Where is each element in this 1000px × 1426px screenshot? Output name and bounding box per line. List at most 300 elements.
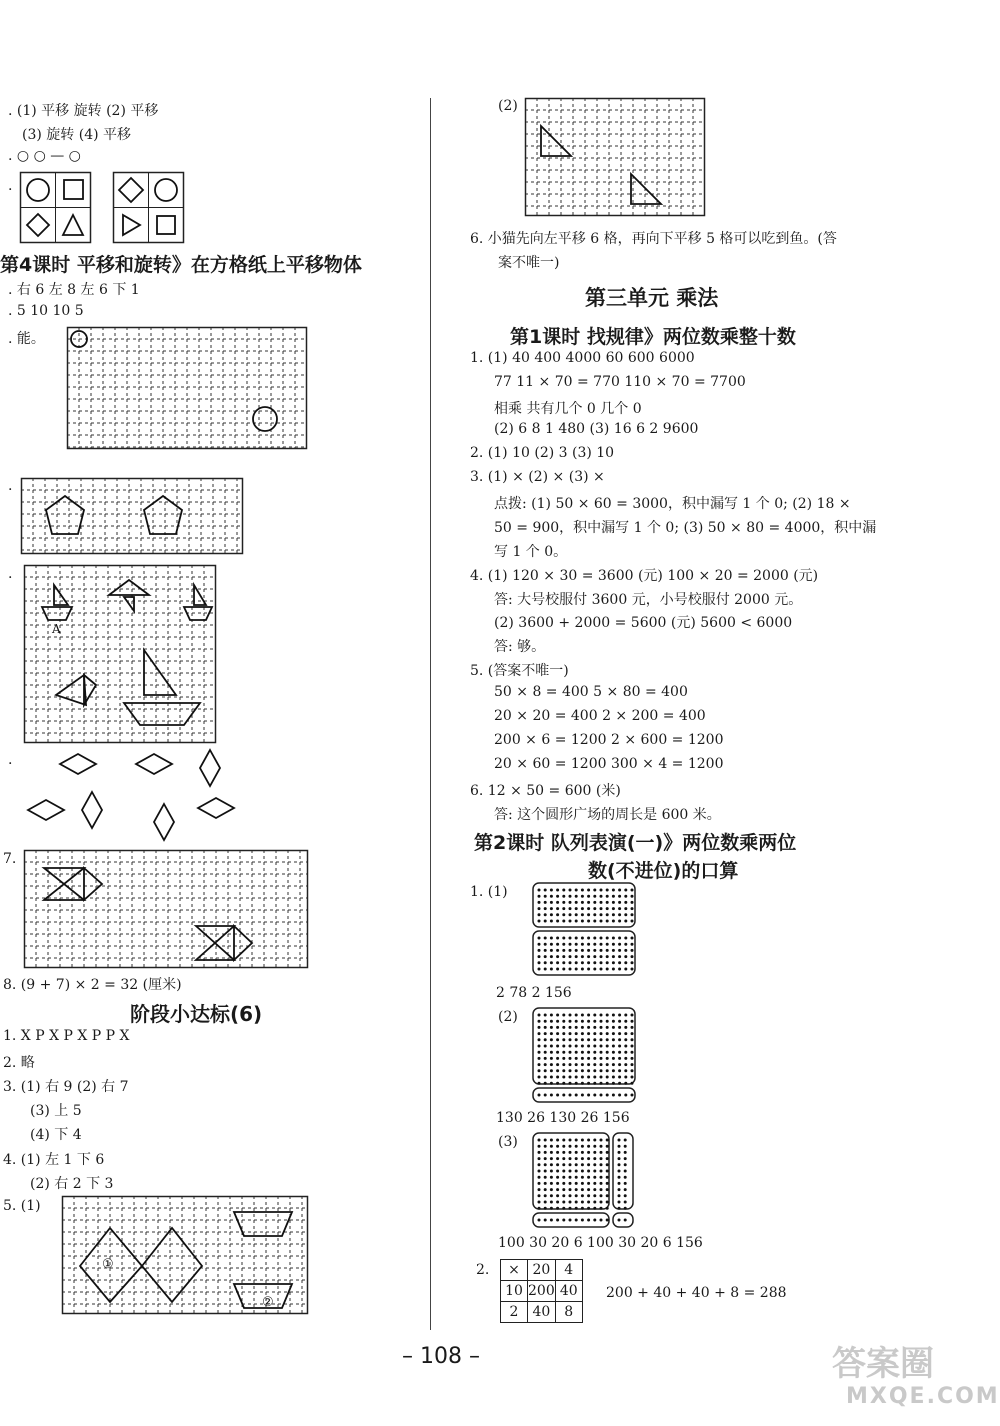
dot xyxy=(575,901,578,904)
dot xyxy=(544,937,547,940)
dot xyxy=(575,955,578,958)
dot xyxy=(600,1063,603,1066)
dot xyxy=(569,943,572,946)
dot xyxy=(538,968,541,971)
dot xyxy=(587,913,590,916)
dot xyxy=(631,1032,634,1035)
dot xyxy=(538,1038,541,1041)
grid-q4 xyxy=(21,478,243,554)
dot xyxy=(624,955,627,958)
dot xyxy=(593,1145,596,1148)
dot xyxy=(581,1020,584,1023)
dot xyxy=(624,937,627,940)
dot xyxy=(600,1145,603,1148)
dot xyxy=(569,1188,572,1191)
q6: . xyxy=(8,752,13,768)
dot xyxy=(550,920,553,923)
dot xyxy=(556,1151,559,1154)
dot xyxy=(593,1201,596,1204)
dot xyxy=(581,1082,584,1085)
dot xyxy=(624,949,627,952)
dot xyxy=(606,1057,609,1060)
dot xyxy=(624,1151,627,1154)
dot xyxy=(587,1051,590,1054)
dot xyxy=(612,937,615,940)
dot xyxy=(631,949,634,952)
a4c: (2) 3600 + 2000 = 5600 (元) 5600 < 6000 xyxy=(494,615,793,631)
dot xyxy=(631,1014,634,1017)
dot xyxy=(538,1145,541,1148)
dot xyxy=(600,1219,603,1222)
dot xyxy=(612,1026,615,1029)
dot xyxy=(544,1207,547,1210)
dot xyxy=(606,1151,609,1154)
a2: 2. (1) 10 (2) 3 (3) 10 xyxy=(470,445,615,461)
dot xyxy=(562,1069,565,1072)
dot xyxy=(606,1139,609,1142)
dot xyxy=(550,949,553,952)
q4: . xyxy=(8,478,13,494)
dot xyxy=(538,937,541,940)
dot xyxy=(618,913,621,916)
dot xyxy=(624,1182,627,1185)
dot xyxy=(593,1026,596,1029)
dot xyxy=(600,968,603,971)
dot xyxy=(587,1076,590,1079)
dot xyxy=(581,937,584,940)
dot xyxy=(600,1051,603,1054)
dot xyxy=(544,1014,547,1017)
dot xyxy=(556,961,559,964)
dot xyxy=(569,913,572,916)
dot xyxy=(569,1139,572,1142)
dot xyxy=(587,889,590,892)
dot xyxy=(600,1176,603,1179)
dot xyxy=(575,1182,578,1185)
dot xyxy=(569,1057,572,1060)
dot xyxy=(593,1094,596,1097)
dot xyxy=(556,1207,559,1210)
dot-array-1 xyxy=(532,882,636,978)
dot xyxy=(618,1194,621,1197)
dot xyxy=(593,968,596,971)
dot xyxy=(550,895,553,898)
grid-q5 xyxy=(24,565,216,743)
dot xyxy=(618,1176,621,1179)
dot xyxy=(550,1038,553,1041)
dot xyxy=(562,1219,565,1222)
dot xyxy=(587,937,590,940)
dot xyxy=(544,1051,547,1054)
dot xyxy=(581,1170,584,1173)
dot xyxy=(562,901,565,904)
dot xyxy=(618,968,621,971)
dot xyxy=(600,1201,603,1204)
dot xyxy=(606,1014,609,1017)
rhombus-shape xyxy=(154,804,174,840)
dot xyxy=(575,1014,578,1017)
dot xyxy=(631,1063,634,1066)
dot xyxy=(624,1020,627,1023)
dot xyxy=(631,1069,634,1072)
a4b: 答: 大号校服付 3600 元，小号校服付 2000 元。 xyxy=(494,592,803,608)
dot xyxy=(593,937,596,940)
dot-array-2 xyxy=(532,1007,636,1103)
dot xyxy=(556,1188,559,1191)
dot xyxy=(550,961,553,964)
a4d: 答: 够。 xyxy=(494,639,546,655)
dot xyxy=(562,1032,565,1035)
dot xyxy=(538,949,541,952)
arrow-shape xyxy=(109,580,149,595)
dot xyxy=(562,1014,565,1017)
dot xyxy=(587,901,590,904)
trapezoid-shape xyxy=(234,1212,292,1236)
dot xyxy=(556,1157,559,1160)
a5c: 20 × 20 = 400 2 × 200 = 400 xyxy=(494,708,706,724)
dot xyxy=(587,1151,590,1154)
dot xyxy=(575,889,578,892)
dot xyxy=(544,1157,547,1160)
dot xyxy=(587,1069,590,1072)
dot xyxy=(581,920,584,923)
dot xyxy=(587,1063,590,1066)
dot xyxy=(575,907,578,910)
rhombus-shape xyxy=(136,754,172,774)
dot xyxy=(538,1014,541,1017)
a1c: 相乘 共有几个 0 几个 0 xyxy=(494,401,642,417)
dot xyxy=(593,1038,596,1041)
dot xyxy=(556,1032,559,1035)
lesson2-title-2: 数(不进位)的口算 xyxy=(588,860,739,882)
dot xyxy=(575,895,578,898)
dot xyxy=(550,1201,553,1204)
dot xyxy=(618,943,621,946)
dot xyxy=(544,949,547,952)
dot xyxy=(562,889,565,892)
dot xyxy=(624,961,627,964)
dot xyxy=(550,1182,553,1185)
dot xyxy=(550,889,553,892)
table-row: × 20 4 xyxy=(501,1260,583,1281)
s3a: 3. (1) 右 9 (2) 右 7 xyxy=(3,1079,129,1095)
dot xyxy=(593,1151,596,1154)
dot xyxy=(618,1201,621,1204)
dot xyxy=(624,1170,627,1173)
dot xyxy=(544,1145,547,1148)
dot xyxy=(631,1076,634,1079)
dot xyxy=(600,1014,603,1017)
dot xyxy=(562,1051,565,1054)
dot xyxy=(562,1157,565,1160)
dot xyxy=(624,1063,627,1066)
a5d: 200 × 6 = 1200 2 × 600 = 1200 xyxy=(494,732,724,748)
dot xyxy=(606,1063,609,1066)
dot xyxy=(600,1182,603,1185)
dot xyxy=(612,1069,615,1072)
dot xyxy=(562,1145,565,1148)
dot xyxy=(618,901,621,904)
dot xyxy=(600,1026,603,1029)
lesson4-title: 第4课时 平移和旋转》在方格纸上平移物体 xyxy=(0,254,362,276)
dot xyxy=(606,1182,609,1185)
dot xyxy=(618,1020,621,1023)
dot xyxy=(624,1057,627,1060)
dot xyxy=(556,1051,559,1054)
dot xyxy=(544,1201,547,1204)
q5: . xyxy=(8,566,13,582)
dot xyxy=(575,1076,578,1079)
lesson2-title-1: 第2课时 队列表演(一)》两位数乘两位 xyxy=(474,832,797,854)
dot xyxy=(631,895,634,898)
dot xyxy=(600,1163,603,1166)
dot xyxy=(538,1051,541,1054)
dot xyxy=(600,943,603,946)
dot xyxy=(618,895,621,898)
dot xyxy=(569,1014,572,1017)
dot xyxy=(618,1076,621,1079)
dot xyxy=(562,1207,565,1210)
dot xyxy=(556,1170,559,1173)
a5a: 5. (答案不唯一) xyxy=(470,663,569,679)
dot xyxy=(587,1194,590,1197)
dot xyxy=(575,1038,578,1041)
dot xyxy=(569,1026,572,1029)
unit-title: 第三单元 乘法 xyxy=(585,286,719,310)
dot xyxy=(544,920,547,923)
bowtie-shape xyxy=(84,868,102,900)
dot xyxy=(544,895,547,898)
dot xyxy=(581,1176,584,1179)
dot xyxy=(575,961,578,964)
dot xyxy=(581,1139,584,1142)
dot xyxy=(556,1094,559,1097)
dot xyxy=(593,1063,596,1066)
dot xyxy=(544,961,547,964)
dot xyxy=(544,1032,547,1035)
dot xyxy=(538,1207,541,1210)
l4-num: . xyxy=(8,178,13,194)
dot xyxy=(587,1219,590,1222)
dot xyxy=(606,1145,609,1148)
grid-q3 xyxy=(67,327,307,449)
dot xyxy=(600,920,603,923)
dot xyxy=(581,1032,584,1035)
dot xyxy=(618,1063,621,1066)
dot xyxy=(631,1057,634,1060)
dot xyxy=(593,889,596,892)
dot xyxy=(550,955,553,958)
dot xyxy=(569,901,572,904)
dot xyxy=(624,968,627,971)
dot xyxy=(606,1051,609,1054)
q1: . 右 6 左 8 左 6 下 1 xyxy=(8,282,140,298)
dot xyxy=(544,1094,547,1097)
dot xyxy=(624,1032,627,1035)
table-row: 2 40 8 xyxy=(501,1302,583,1323)
dot xyxy=(556,1219,559,1222)
dot xyxy=(569,937,572,940)
dot xyxy=(606,895,609,898)
dot xyxy=(631,955,634,958)
dot xyxy=(600,1045,603,1048)
dot xyxy=(538,895,541,898)
dot xyxy=(581,1057,584,1060)
dot xyxy=(556,907,559,910)
dot xyxy=(612,961,615,964)
dot xyxy=(581,943,584,946)
dot xyxy=(587,920,590,923)
dot xyxy=(569,1045,572,1048)
tip1: 点拨: (1) 50 × 60 = 3000，积中漏写 1 个 0; (2) 18 × xyxy=(494,496,851,512)
dot xyxy=(581,1157,584,1160)
dot xyxy=(587,1201,590,1204)
dot xyxy=(562,1182,565,1185)
grid-p2 xyxy=(525,98,705,216)
dot xyxy=(618,1145,621,1148)
dot xyxy=(631,1020,634,1023)
dot xyxy=(562,1194,565,1197)
dot xyxy=(562,1151,565,1154)
circle-shape xyxy=(27,179,49,201)
dot xyxy=(556,1020,559,1023)
dot xyxy=(587,1014,590,1017)
dot xyxy=(618,889,621,892)
dot xyxy=(587,1082,590,1085)
dot xyxy=(600,1069,603,1072)
dot xyxy=(587,1163,590,1166)
dot xyxy=(550,968,553,971)
dot xyxy=(606,968,609,971)
dot xyxy=(575,1045,578,1048)
multiplication-table xyxy=(500,1259,583,1323)
a5b: 50 × 8 = 400 5 × 80 = 400 xyxy=(494,684,688,700)
dot xyxy=(569,1145,572,1148)
dot xyxy=(624,1076,627,1079)
dot xyxy=(556,920,559,923)
dot xyxy=(575,1032,578,1035)
dot xyxy=(612,920,615,923)
dot xyxy=(575,913,578,916)
dot xyxy=(550,1082,553,1085)
dot xyxy=(612,1094,615,1097)
dot xyxy=(600,1094,603,1097)
dot xyxy=(624,1194,627,1197)
dot xyxy=(538,1026,541,1029)
dot xyxy=(569,1038,572,1041)
q8: 8. (9 + 7) × 2 = 32 (厘米) xyxy=(3,977,182,993)
dot xyxy=(556,1063,559,1066)
dot xyxy=(581,1163,584,1166)
dot xyxy=(550,907,553,910)
dot xyxy=(618,1139,621,1142)
dot xyxy=(612,955,615,958)
dot xyxy=(606,1045,609,1048)
dot xyxy=(612,1014,615,1017)
dot xyxy=(587,1145,590,1148)
dot xyxy=(612,1063,615,1066)
dot xyxy=(618,920,621,923)
dot xyxy=(631,1051,634,1054)
dot xyxy=(593,920,596,923)
dot xyxy=(600,1082,603,1085)
dot xyxy=(575,1057,578,1060)
dot xyxy=(562,1201,565,1204)
b4-eq: 200 + 40 + 40 + 8 = 288 xyxy=(606,1285,787,1301)
dot xyxy=(581,968,584,971)
dot xyxy=(556,1163,559,1166)
dot xyxy=(575,949,578,952)
dot xyxy=(581,1219,584,1222)
dot xyxy=(562,1170,565,1173)
dot xyxy=(593,1020,596,1023)
dot xyxy=(575,1207,578,1210)
dot xyxy=(581,1145,584,1148)
dot xyxy=(550,1139,553,1142)
dot xyxy=(581,1094,584,1097)
shape-grid xyxy=(20,172,180,244)
triangle-shape xyxy=(63,215,83,235)
dot xyxy=(587,1038,590,1041)
dot xyxy=(618,955,621,958)
dot xyxy=(612,889,615,892)
dot xyxy=(550,1157,553,1160)
dot xyxy=(569,968,572,971)
dot xyxy=(593,1170,596,1173)
dot xyxy=(575,1020,578,1023)
dot xyxy=(569,1201,572,1204)
dot xyxy=(618,961,621,964)
dot xyxy=(618,1170,621,1173)
dot xyxy=(587,907,590,910)
dot xyxy=(581,1182,584,1185)
dot xyxy=(544,1057,547,1060)
dot xyxy=(606,889,609,892)
dot xyxy=(550,1194,553,1197)
dot xyxy=(550,1176,553,1179)
dot xyxy=(631,943,634,946)
dot xyxy=(593,895,596,898)
dot xyxy=(587,955,590,958)
dot xyxy=(593,1139,596,1142)
dot xyxy=(544,913,547,916)
dot xyxy=(581,1051,584,1054)
dot xyxy=(562,968,565,971)
dot xyxy=(569,1207,572,1210)
dot xyxy=(538,1094,541,1097)
dot xyxy=(538,907,541,910)
dot xyxy=(550,1188,553,1191)
dot xyxy=(556,943,559,946)
dot xyxy=(631,1094,634,1097)
bowtie-shape xyxy=(234,926,252,960)
dot xyxy=(600,901,603,904)
dot xyxy=(575,1170,578,1173)
dot xyxy=(581,1014,584,1017)
dot xyxy=(581,961,584,964)
dot xyxy=(569,1069,572,1072)
dot xyxy=(612,1076,615,1079)
dot xyxy=(569,1051,572,1054)
dot xyxy=(581,1151,584,1154)
dot xyxy=(612,1032,615,1035)
dot xyxy=(587,943,590,946)
dot xyxy=(562,1045,565,1048)
dot xyxy=(575,1051,578,1054)
dot xyxy=(550,937,553,940)
dot xyxy=(624,1188,627,1191)
dot xyxy=(544,1170,547,1173)
